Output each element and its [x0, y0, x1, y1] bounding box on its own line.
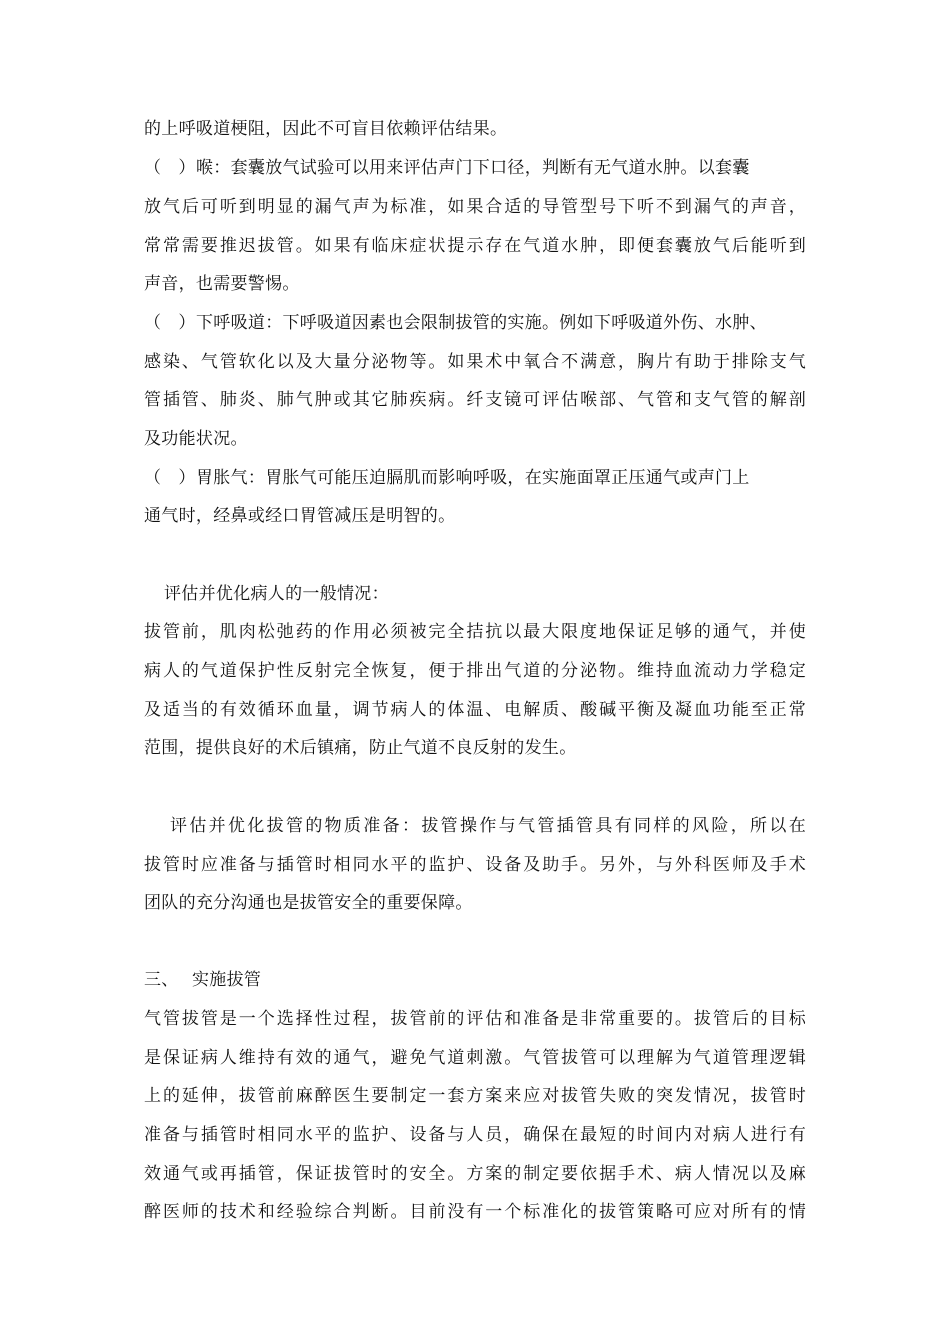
text-line: 拔管时应准备与插管时相同水平的监护、设备及助手。另外，与外科医师及手术	[144, 855, 806, 875]
text-line: 是保证病人维持有效的通气，避免气道刺激。气管拔管可以理解为气道管理逻辑	[144, 1048, 806, 1068]
text-line: 及适当的有效循环血量，调节病人的体温、电解质、酸碱平衡及凝血功能至正常	[144, 700, 806, 720]
text-line: 醉医师的技术和经验综合判断。目前没有一个标准化的拔管策略可应对所有的情	[144, 1202, 806, 1222]
text-line: 团队的充分沟通也是拔管安全的重要保障。	[144, 893, 473, 913]
section-heading	[144, 968, 261, 992]
list-item-lower-airway	[144, 311, 767, 335]
text-line	[144, 117, 507, 141]
section-number: 三、	[144, 970, 179, 990]
text-span: 的上呼吸道梗阻，因此不可盲目依赖评估结果。	[144, 119, 508, 139]
text-span: 喉：套囊放气试验可以用来评估声门下口径，判断有无气道水肿。以套囊	[196, 158, 750, 178]
text-line: 放气后可听到明显的漏气声为标准，如果合适的导管型号下听不到漏气的声音，	[144, 197, 806, 217]
text-line: 范围，提供良好的术后镇痛，防止气道不良反射的发生。	[144, 738, 577, 758]
text-line: 评估并优化拔管的物质准备：拔管操作与气管插管具有同样的风险，所以在	[170, 816, 806, 836]
text-line: 效通气或再插管，保证拔管时的安全。方案的制定要依据手术、病人情况以及麻	[144, 1164, 806, 1184]
subheading-general: 评估并优化病人的一般情况：	[164, 584, 389, 604]
item-bracket: （ ）	[144, 468, 202, 488]
text-line: 声音，也需要警惕。	[144, 274, 300, 294]
section-title: 实施拔管	[192, 970, 262, 990]
text-line: 通气时，经鼻或经口胃管减压是明智的。	[144, 506, 456, 526]
text-span: 胃胀气：胃胀气可能压迫膈肌而影响呼吸，在实施面罩正压通气或声门上	[196, 468, 750, 488]
list-item-larynx	[144, 156, 750, 180]
text-line: 及功能状况。	[144, 429, 248, 449]
item-bracket: （ ）	[144, 158, 202, 178]
text-line: 上的延伸，拔管前麻醉医生要制定一套方案来应对拔管失败的突发情况，拔管时	[144, 1086, 806, 1106]
text-line: 感染、气管软化以及大量分泌物等。如果术中氧合不满意，胸片有助于排除支气	[144, 352, 806, 372]
text-line: 拔管前，肌肉松弛药的作用必须被完全拮抗以最大限度地保证足够的通气，并使	[144, 622, 806, 642]
text-line: 准备与插管时相同水平的监护、设备与人员，确保在最短的时间内对病人进行有	[144, 1125, 806, 1145]
text-line: 常常需要推迟拔管。如果有临床症状提示存在气道水肿，即便套囊放气后能听到	[144, 236, 806, 256]
text-line: 气管拔管是一个选择性过程，拔管前的评估和准备是非常重要的。拔管后的目标	[144, 1009, 806, 1029]
text-line: 管插管、肺炎、肺气肿或其它肺疾病。纤支镜可评估喉部、气管和支气管的解剖	[144, 390, 806, 410]
list-item-gastric	[144, 466, 750, 490]
text-span: 下呼吸道：下呼吸道因素也会限制拔管的实施。例如下呼吸道外伤、水肿、	[196, 313, 767, 333]
text-line: 病人的气道保护性反射完全恢复，便于排出气道的分泌物。维持血流动力学稳定	[144, 661, 806, 681]
item-bracket: （ ）	[144, 313, 202, 333]
